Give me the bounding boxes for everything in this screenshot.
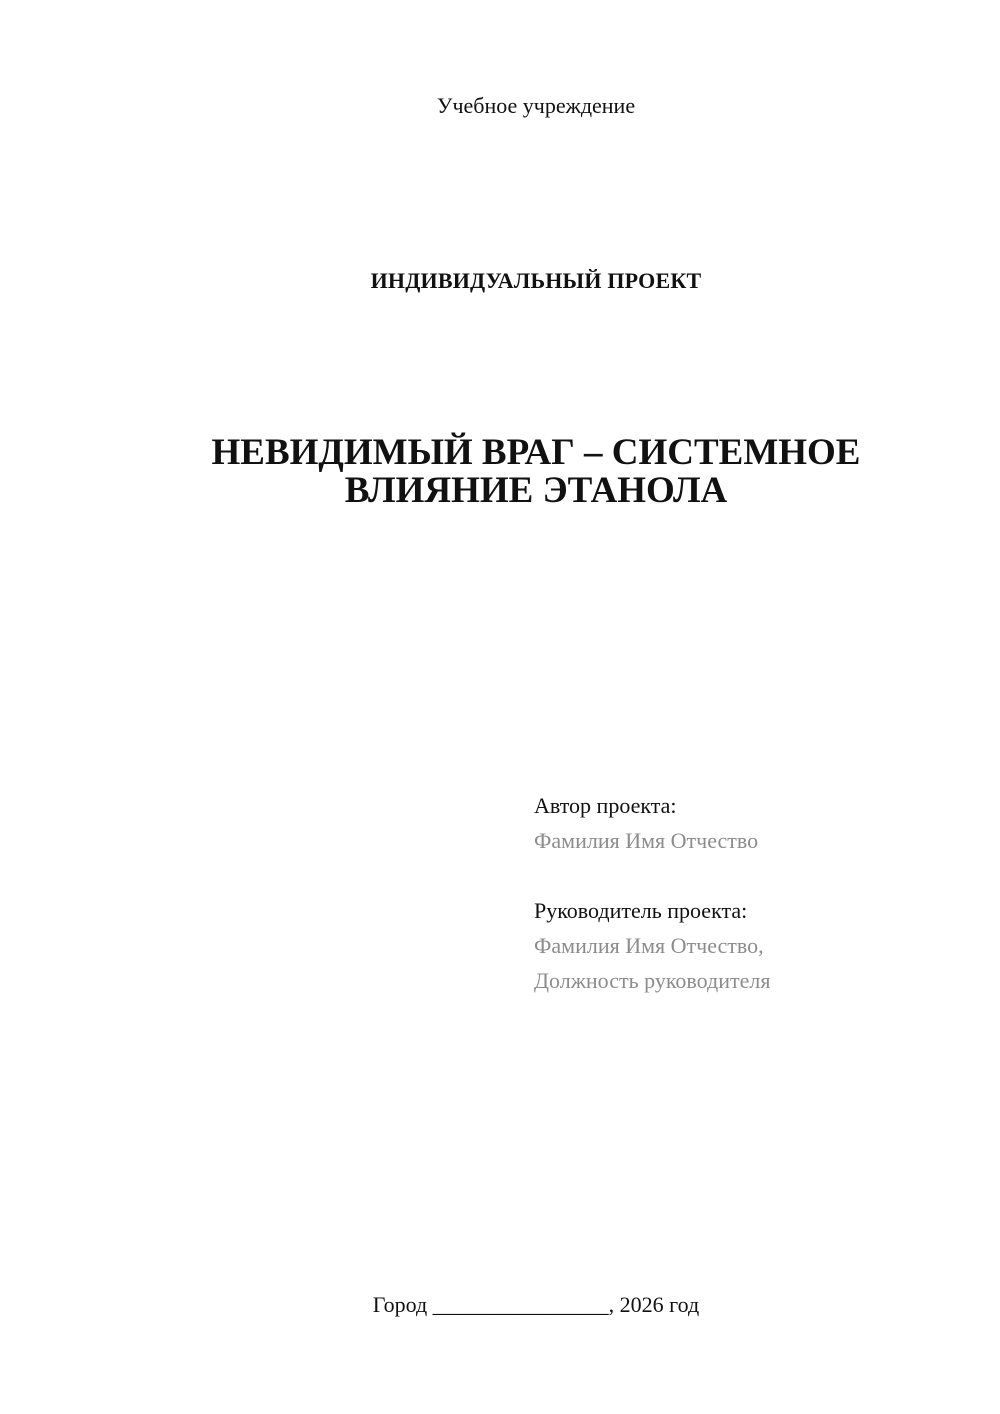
project-title xyxy=(100,434,972,510)
project-credits xyxy=(534,788,974,998)
project-title-line-1: НЕВИДИМЫЙ ВРАГ – СИСТЕМНОЕ xyxy=(211,432,861,473)
supervisor-label: Руководитель проекта: xyxy=(534,898,748,923)
supervisor-position-placeholder: Должность руководителя xyxy=(534,968,771,993)
city-year-line: Город ________________, 2026 год xyxy=(372,1292,700,1317)
supervisor-name-placeholder: Фамилия Имя Отчество, xyxy=(534,933,764,958)
credits-spacer xyxy=(534,858,974,893)
author-name-placeholder: Фамилия Имя Отчество xyxy=(534,828,759,853)
institution-name: Учебное учреждение xyxy=(436,93,636,118)
project-type-heading: ИНДИВИДУАЛЬНЫЙ ПРОЕКТ xyxy=(370,268,702,293)
project-title-line-2: ВЛИЯНИЕ ЭТАНОЛА xyxy=(344,470,728,511)
author-label: Автор проекта: xyxy=(534,793,677,818)
